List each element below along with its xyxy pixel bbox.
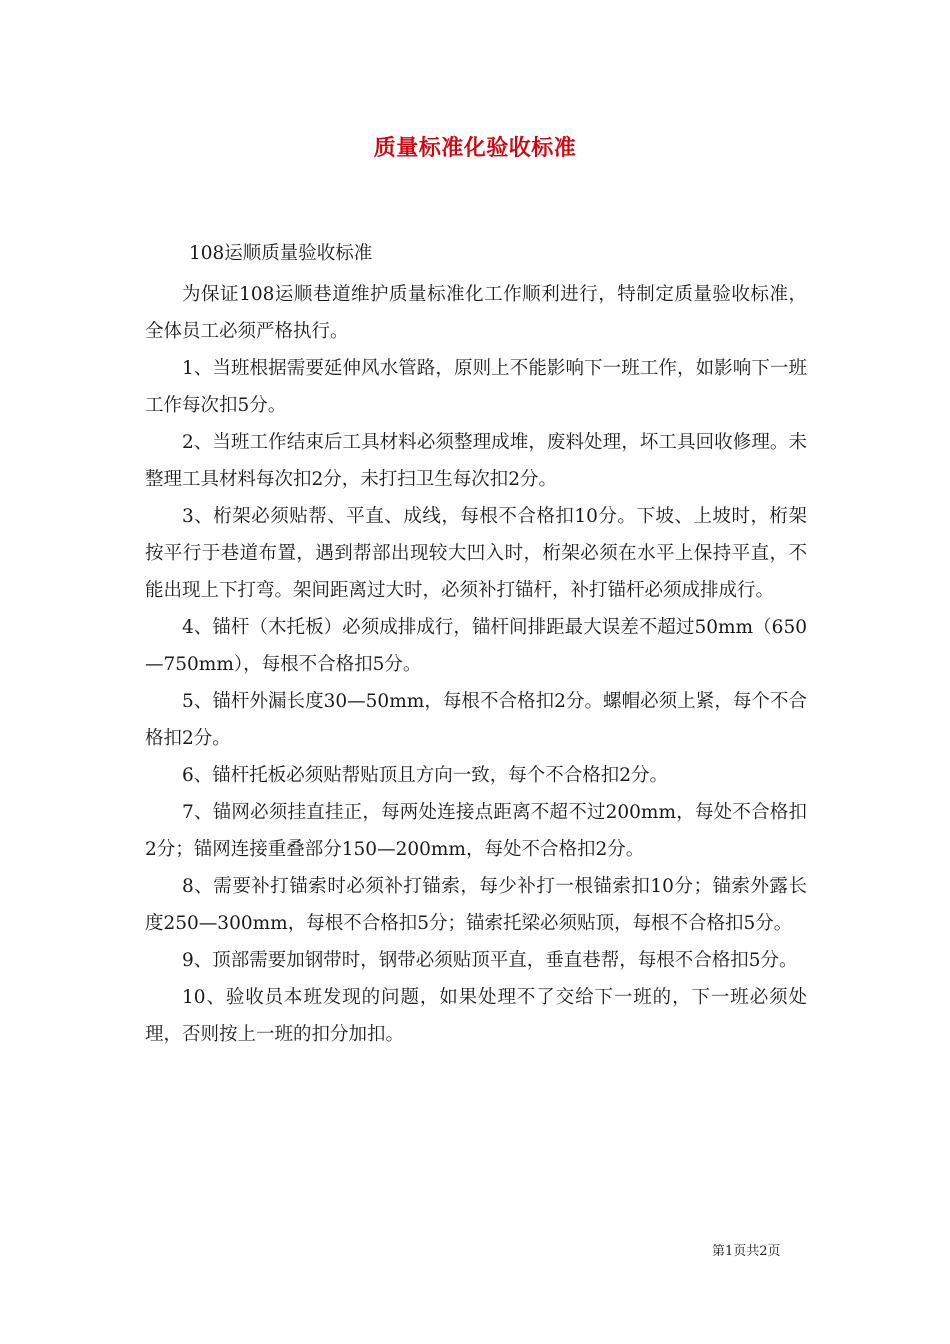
page-number: 第1页共2页 (712, 1244, 781, 1259)
paragraph-item-7: 7、锚网必须挂直挂正，每两处连接点距离不超不过200mm，每处不合格扣2分；锚网连接重叠部分150—200mm，每处不合格扣2分。 (145, 802, 807, 860)
paragraph-item-3: 3、桁架必须贴帮、平直、成线，每根不合格扣10分。下坡、上坡时，桁架按平行于巷道布置，遇到帮部出现较大凹入时，桁架必须在水平上保持平直，不能出现上下打弯。架间距离过大时，必须补打锚杆，补打锚杆必须成排成行。 (145, 506, 807, 601)
paragraph-item-5: 5、锚杆外漏长度30—50mm，每根不合格扣2分。螺帽必须上紧，每个不合格扣2分。 (145, 691, 807, 749)
paragraph-item-8: 8、需要补打锚索时必须补打锚索，每少补打一根锚索扣10分；锚索外露长度250—300mm，每根不合格扣5分；锚索托梁必须贴顶，每根不合格扣5分。 (145, 876, 807, 934)
paragraph-item-4: 4、锚杆（木托板）必须成排成行，锚杆间排距最大误差不超过50mm（650—750mm），每根不合格扣5分。 (145, 617, 807, 675)
paragraph-item-6: 6、锚杆托板必须贴帮贴顶且方向一致，每个不合格扣2分。 (182, 765, 669, 786)
paragraph-item-2: 2、当班工作结束后工具材料必须整理成堆，废料处理，坏工具回收修理。未整理工具材料每次扣2分，未打扫卫生每次扣2分。 (145, 432, 807, 490)
paragraph-intro: 为保证108运顺巷道维护质量标准化工作顺利进行，特制定质量验收标准，全体员工必须严格执行。 (145, 284, 807, 342)
paragraph-item-1: 1、当班根据需要延伸风水管路，原则上不能影响下一班工作，如影响下一班工作每次扣5分。 (145, 358, 807, 416)
paragraph-item-10: 10、验收员本班发现的问题，如果处理不了交给下一班的，下一班必须处理，否则按上一班的扣分加扣。 (145, 987, 807, 1045)
document-body (145, 276, 807, 1053)
document-title: 质量标准化验收标准 (373, 136, 577, 161)
document-subtitle: 108运顺质量验收标准 (189, 243, 373, 264)
paragraph-item-9: 9、顶部需要加钢带时，钢带必须贴顶平直，垂直巷帮，每根不合格扣5分。 (182, 950, 798, 971)
